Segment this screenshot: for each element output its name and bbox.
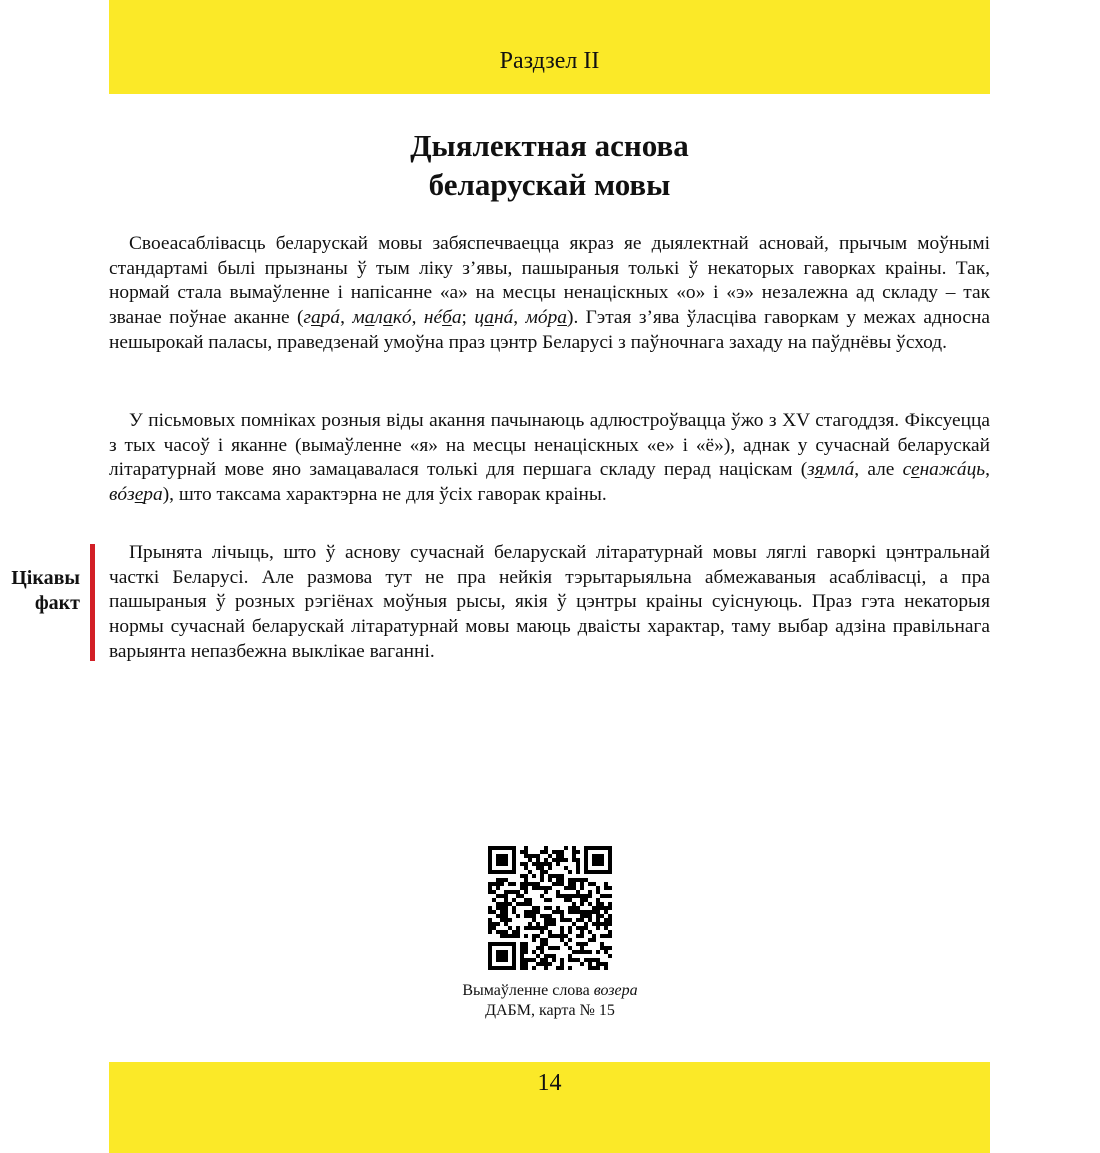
example-word: нéба	[423, 307, 462, 329]
fact-marker-bar	[90, 544, 95, 661]
caption-text: Вымаўленне слова	[462, 982, 594, 999]
page-number: 14	[537, 1070, 562, 1096]
fact-label	[0, 566, 80, 616]
paragraph-1-text-b: ). Гэтая з’ява ўласціва гаворкам у межах адносна нешырокай паласы, праведзенай умоўна праз цэнтр Беларусі з паўночнага захаду на паўднёвы ўсход.	[109, 307, 990, 353]
example-word: малакó	[352, 307, 412, 329]
paragraph-1: Своеасаблівасць беларускай мовы забяспечваецца якраз яе дыялектнай асновай, прычым моўнымі стандартамі былі прызнаны ў тым ліку з’явы, пашыраныя толькі ў некаторых гаворках краіны. Так, нормай стала вымаўленне і напісанне «а» на месцы ненацiскных «о» і «э» незалежна ад складу – так званае поўнае аканне (гарá, малакó, нéба; цанá, мóра). Гэтая з’ява ўласціва гаворкам у межах адносна нешырокай паласы, праведзенай умоўна праз цэнтр Беларусі з паўночнага захаду на паўднёвы ўсход.	[109, 233, 990, 353]
section-label: Раздзел II	[499, 48, 600, 74]
page-title	[109, 126, 990, 204]
paragraph-3: Прынята лічыць, што ў аснову сучаснай беларускай літаратурнай мовы ляглі гаворкі цэнтральнай часткі Беларусі. Але размова тут не пра нейкія тэрытарыяльна абмежаваныя асаблівасці, а пра пашыраныя ў розных рэгіёнах моўныя рысы, якія ў цэнтры краіны суіснуюць. Праз гэта некаторыя нормы сучаснай беларускай літаратурнай мовы маюць дваісты характар, таму выбар адзіна правільнага варыянта непазбежна выклікае ваганні.	[109, 542, 990, 662]
fact-label-line-1: Цікавы	[11, 567, 80, 589]
example-word: вóзера	[109, 484, 163, 506]
example-word: мóра	[525, 307, 567, 329]
qr-caption	[350, 981, 750, 1021]
footer-band	[109, 1062, 990, 1153]
fact-label-line-2: факт	[34, 592, 80, 614]
example-word: цанá	[474, 307, 514, 329]
qr-code-icon[interactable]	[488, 846, 612, 970]
example-word: зямлá	[807, 459, 855, 481]
title-line-2: беларускай мовы	[428, 167, 671, 202]
header-band	[109, 0, 990, 94]
paragraph-2-text-a: У пісьмовых помніках розныя віды акання пачынаюць адлюстроўвацца ўжо з XV стагоддзя. Фіксуецца з тых часоў і яканне (вымаўленне «я» на месцы ненацiскных «е» і «ё»), аднак у сучаснай беларускай літаратурнай мове яно замацавалася толькі для першага складу перад націскам (	[109, 410, 990, 481]
title-line-1: Дыялектная аснова	[410, 128, 689, 163]
paragraph-2-text-b: ), што таксама характэрна не для ўсіх гаворак краіны.	[162, 484, 607, 506]
caption-word: возера	[593, 982, 638, 999]
paragraph-2: У пісьмовых помніках розныя віды акання пачынаюць адлюстроўвацца ўжо з XV стагоддзя. Фіксуецца з тых часоў і яканне (вымаўленне «я» на месцы ненацiскных «е» і «ё»), аднак у сучаснай беларускай літаратурнай мове яно замацавалася толькі для першага складу перад націскам (зямлá, але сенажáць, вóзера), што таксама характэрна не для ўсіх гаворак краіны.	[109, 410, 990, 506]
paragraph-1-text-a: Своеасаблівасць беларускай мовы забяспечваецца якраз яе дыялектнай асновай, прычым моўнымі стандартамі былі прызнаны ў тым ліку з’явы, пашыраныя толькі ў некаторых гаворках краіны. Так, нормай стала вымаўленне і напісанне «а» на месцы ненацiскных «о» і «э» незалежна ад складу – так званае поўнае аканне (	[109, 233, 990, 329]
caption-source: ДАБМ, карта № 15	[485, 1002, 615, 1019]
example-word: гарá	[303, 307, 341, 329]
example-word: сенажáць	[902, 459, 986, 481]
